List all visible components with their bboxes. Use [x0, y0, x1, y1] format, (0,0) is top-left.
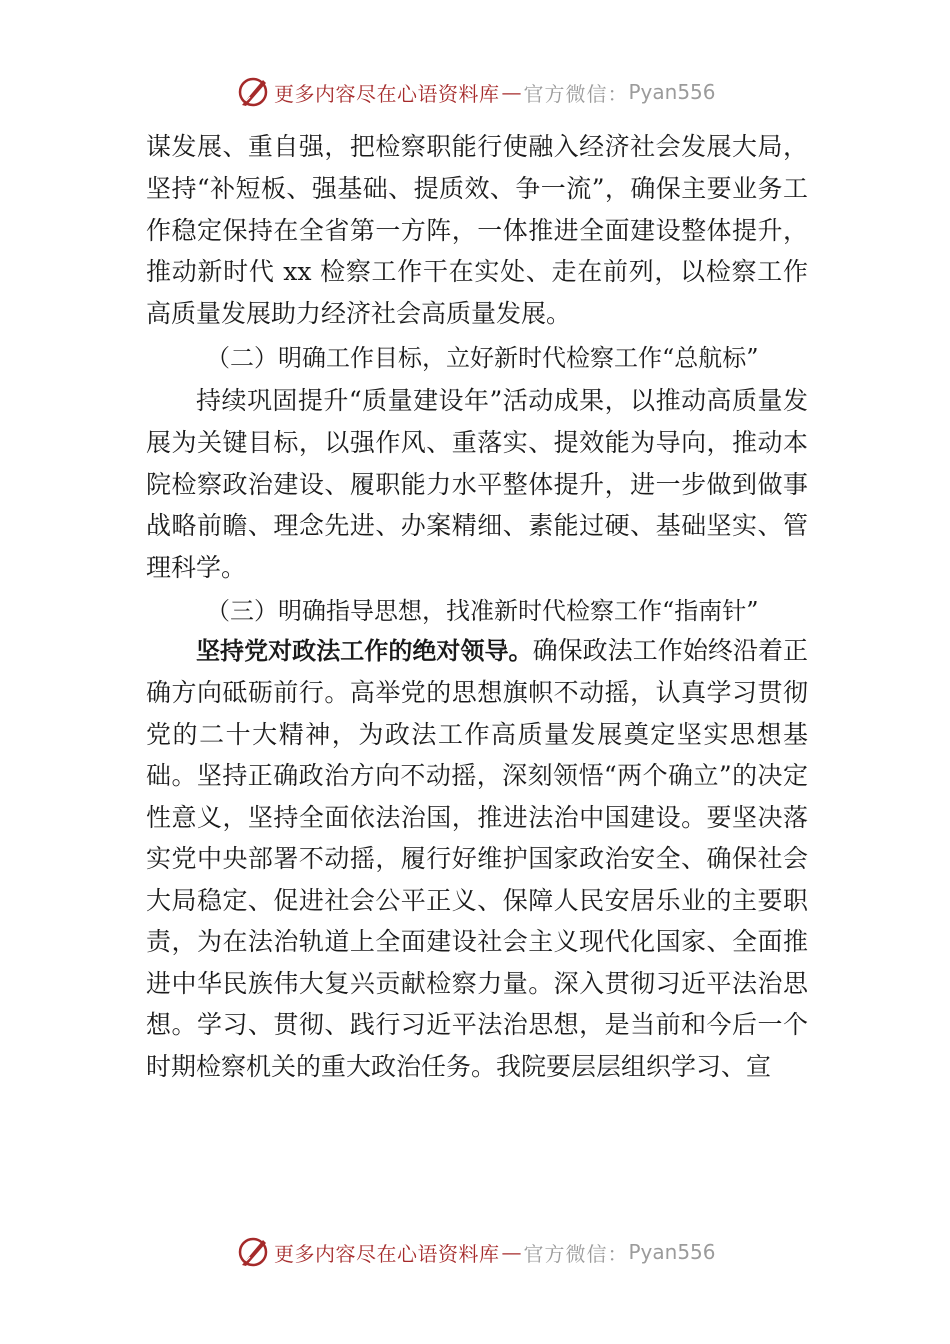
paragraph-3-lead: 坚持党对政法工作的绝对领导。	[196, 636, 533, 665]
footer-watermark	[236, 1234, 716, 1270]
watermark-label: 官方微信：	[523, 1241, 629, 1266]
paragraph-3-body: 确保政法工作始终沿着正确方向砥砺前行。高举党的思想旗帜不动摇，认真学习贯彻党的二十大精神，为政法工作高质量发展奠定坚实思想基础。坚持正确政治方向不动摇，深刻领悟“两个确立”的决定性意义，坚持全面依法治国，推进法治中国建设。要坚决落实党中央部署不动摇，履行好维护国家政治安全、确保社会大局稳定、促进社会公平正义、保障人民安居乐业的主要职责，为在法治轨道上全面建设社会主义现代化国家、全面推进中华民族伟大复兴贡献检察力量。深入贯彻习近平法治思想。学习、贯彻、践行习近平法治思想，是当前和今后一个时期检察机关的重大政治任务。我院要层层组织学习、宣	[146, 635, 808, 1081]
watermark-text: 更多内容尽在心语资料库	[274, 81, 500, 106]
section-heading-2: （二）明确工作目标，立好新时代检察工作“总航标”	[206, 343, 759, 372]
header-watermark	[236, 74, 716, 110]
watermark-wechat-id: Pyan556	[628, 80, 716, 104]
watermark-label: 官方微信：	[523, 81, 629, 106]
paragraph-2: 持续巩固提升“质量建设年”活动成果，以推动高质量发展为关键目标，以强作风、重落实、提效能为导向，推动本院检察政治建设、履职能力水平整体提升，进一步做到做事战略前瞻、理念先进、办案精细、素能过硬、基础坚实、管理科学。	[146, 385, 808, 583]
document-body	[146, 126, 808, 1087]
watermark-wechat-id: Pyan556	[628, 1240, 716, 1264]
watermark-text: 更多内容尽在心语资料库	[274, 1241, 500, 1266]
paragraph-1: 谋发展、重自强，把检察职能行使融入经济社会发展大局，坚持“补短板、强基础、提质效、争一流”，确保主要业务工作稳定保持在全省第一方阵，一体推进全面建设整体提升，推动新时代 xx 检察工作干在实处、走在前列，以检察工作高质量发展助力经济社会高质量发展。	[146, 132, 808, 329]
watermark-separator: —	[501, 80, 522, 104]
watermark-separator: —	[501, 1240, 522, 1264]
paragraph-3	[146, 630, 808, 1088]
section-heading-3: （三）明确指导思想，找准新时代检察工作“指南针”	[206, 596, 759, 625]
quill-pen-seal-icon	[236, 1235, 270, 1269]
quill-pen-seal-icon	[236, 75, 270, 109]
